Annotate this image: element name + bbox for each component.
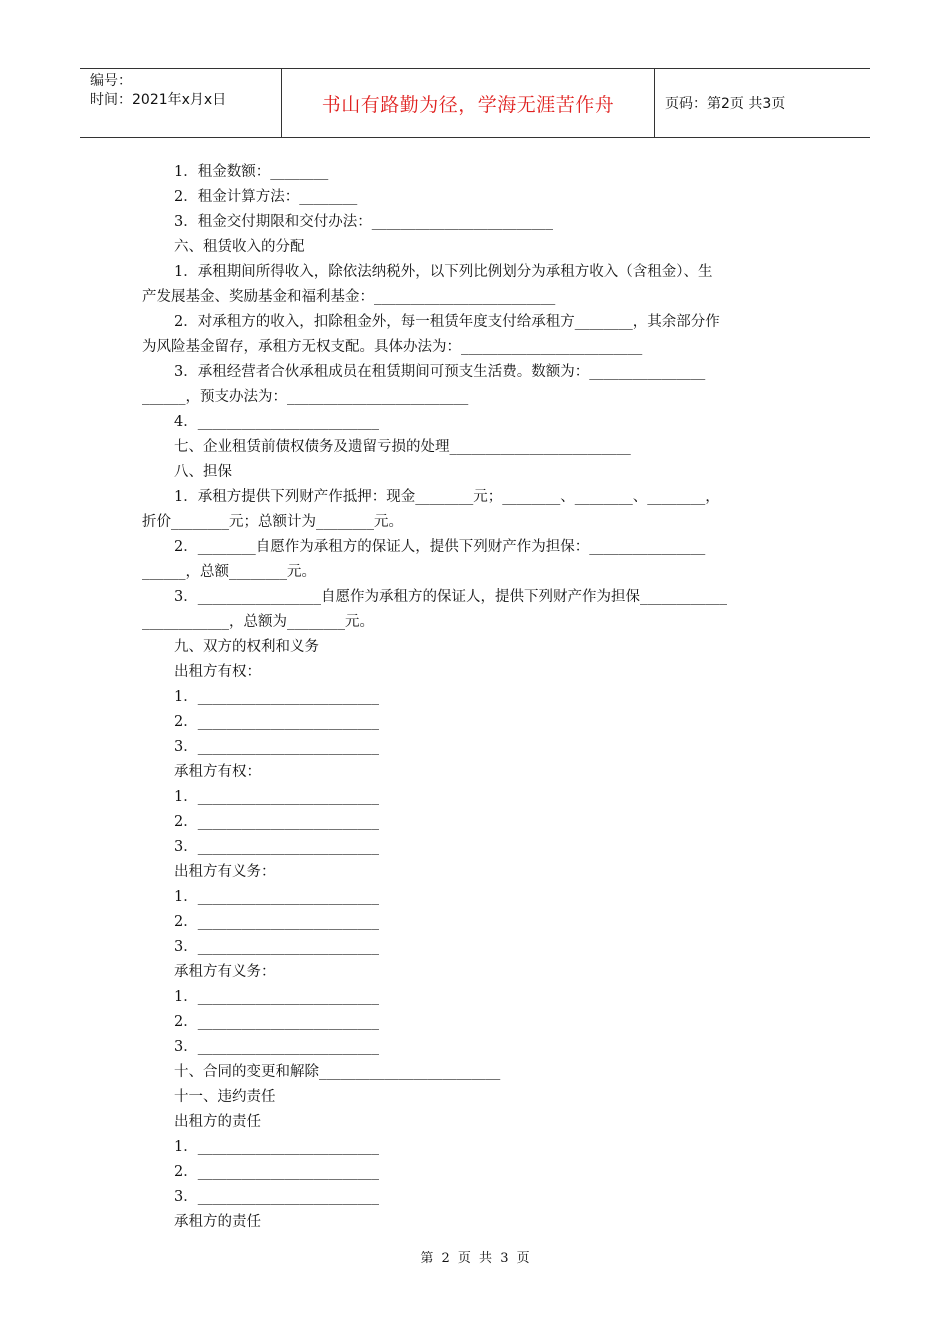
body-line: ______，总额________元。 — [142, 564, 316, 580]
page-header — [80, 68, 870, 138]
body-line: 十一、违约责任 — [174, 1089, 276, 1105]
body-line: ______，预支办法为：_________________________ — [142, 389, 469, 405]
body-line: 1．承租期间所得收入，除依法纳税外，以下列比例划分为承租方收入（含租金）、生 — [174, 264, 713, 280]
body-line: 2．租金计算方法：________ — [174, 189, 358, 205]
body-line: 2．________自愿作为承租方的保证人，提供下列财产作为担保：________________ — [174, 539, 706, 555]
body-line: 承租方有义务： — [174, 964, 276, 980]
body-line: 九、双方的权利和义务 — [174, 639, 319, 655]
body-line: 4．_________________________ — [174, 414, 379, 430]
body-line: 1．_________________________ — [174, 989, 379, 1005]
body-line: 1．_________________________ — [174, 889, 379, 905]
body-line: 3．_________________自愿作为承租方的保证人，提供下列财产作为担保____________ — [174, 589, 727, 605]
body-line: 3．承租经营者合伙承租成员在租赁期间可预支生活费。数额为：________________ — [174, 364, 706, 380]
body-line: 产发展基金、奖励基金和福利基金：_________________________ — [142, 289, 556, 305]
body-line: 1．租金数额：________ — [174, 164, 329, 180]
page-footer: 第 2 页 共 3 页 — [420, 1251, 530, 1266]
body-line: 1．_________________________ — [174, 1139, 379, 1155]
body-line: 承租方的责任 — [174, 1214, 261, 1230]
body-line: 3．_________________________ — [174, 1189, 379, 1205]
header-slogan: 书山有路勤为径，学海无涯苦作舟 — [282, 69, 655, 137]
body-line: 3．租金交付期限和交付办法：_________________________ — [174, 214, 553, 230]
document-body — [142, 160, 814, 1235]
body-line: 为风险基金留存，承租方无权支配。具体办法为：_________________________ — [142, 339, 643, 355]
body-line: 2．_________________________ — [174, 914, 379, 930]
body-line: 十、合同的变更和解除_________________________ — [174, 1064, 501, 1080]
body-line: 3．_________________________ — [174, 839, 379, 855]
body-line: 八、担保 — [174, 464, 232, 480]
body-line: 3．_________________________ — [174, 1039, 379, 1055]
header-meta — [80, 69, 282, 137]
body-line: 2．对承租方的收入，扣除租金外，每一租赁年度支付给承租方________，其余部分作 — [174, 314, 720, 330]
body-line: 出租方有义务： — [174, 864, 276, 880]
body-line: 1．_________________________ — [174, 789, 379, 805]
body-line: 2．_________________________ — [174, 814, 379, 830]
body-line: 七、企业租赁前债权债务及遗留亏损的处理_________________________ — [174, 439, 631, 455]
body-line: 2．_________________________ — [174, 1014, 379, 1030]
body-line: ____________，总额为________元。 — [142, 614, 374, 630]
body-line: 出租方有权： — [174, 664, 261, 680]
body-line: 3．_________________________ — [174, 939, 379, 955]
body-line: 承租方有权： — [174, 764, 261, 780]
body-line: 1．_________________________ — [174, 689, 379, 705]
body-line: 1．承租方提供下列财产作抵押：现金________元；________、________、________， — [174, 489, 720, 505]
body-line: 3．_________________________ — [174, 739, 379, 755]
header-page-info: 页码：第2页 共3页 — [665, 96, 786, 112]
serial-label: 编号： — [90, 73, 132, 89]
body-line: 出租方的责任 — [174, 1114, 261, 1130]
body-line: 六、租赁收入的分配 — [174, 239, 305, 255]
time-label: 时间：2021年x月x日 — [90, 92, 227, 108]
body-line: 折价________元；总额计为________元。 — [142, 514, 403, 530]
body-line: 2．_________________________ — [174, 714, 379, 730]
body-line: 2．_________________________ — [174, 1164, 379, 1180]
